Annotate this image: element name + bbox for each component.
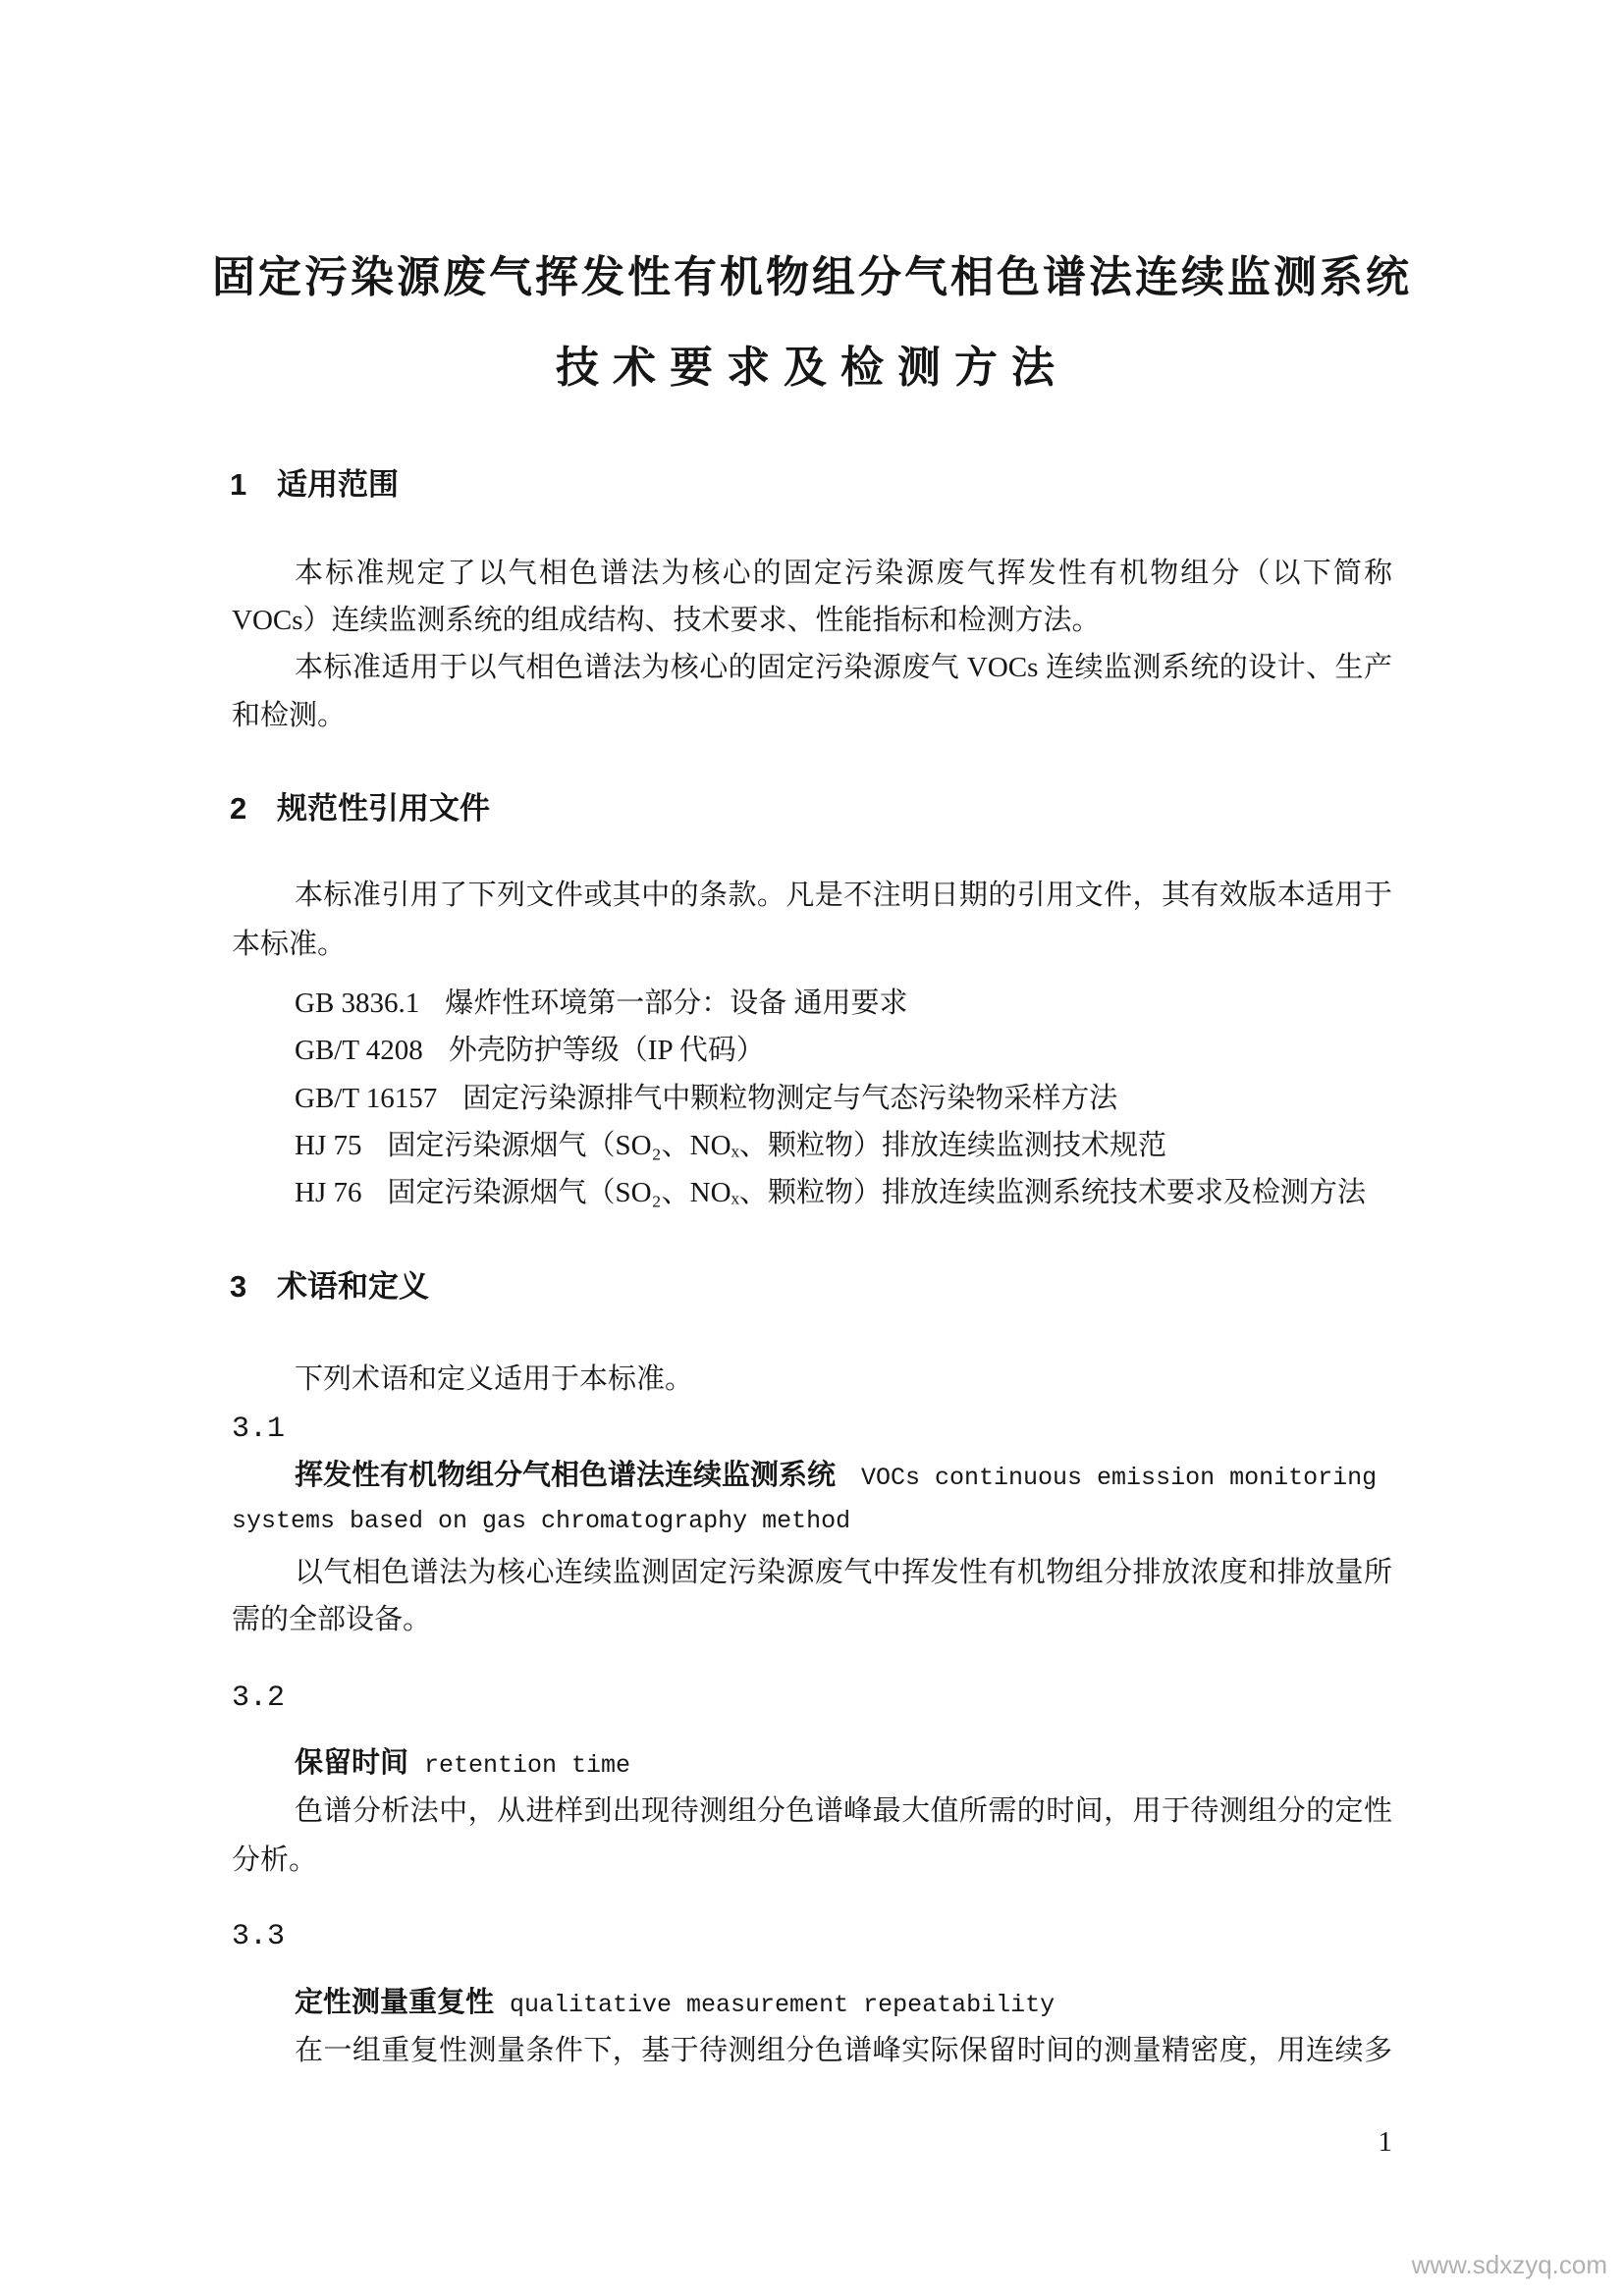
section2-number: 2 bbox=[230, 791, 247, 826]
section3-number: 3 bbox=[230, 1269, 247, 1304]
section1-title: 适用范围 bbox=[277, 467, 399, 502]
section1-paragraph2-line2: 和检测。 bbox=[232, 700, 347, 731]
term-en: retention time bbox=[424, 1751, 631, 1780]
reference-code: GB/T 16157 bbox=[295, 1083, 438, 1114]
section1-paragraph1-line1: 本标准规定了以气相色谱法为核心的固定污染源废气挥发性有机物组分（以下简称 bbox=[295, 558, 1392, 589]
term-en: qualitative measurement repeatability bbox=[510, 1991, 1056, 2019]
section1-heading bbox=[230, 464, 399, 506]
section2-title: 规范性引用文件 bbox=[277, 791, 490, 826]
section1-paragraph2-line1: 本标准适用于以气相色谱法为核心的固定污染源废气 VOCs 连续监测系统的设计、生产 bbox=[295, 652, 1392, 683]
term-en-continued: systems based on gas chromatography method bbox=[232, 1507, 851, 1535]
term-definition-line2: 分析。 bbox=[232, 1844, 318, 1876]
term-definition-heading bbox=[295, 1457, 1377, 1495]
reference-code: HJ 76 bbox=[295, 1177, 362, 1208]
term-number: 3.3 bbox=[232, 1920, 286, 1953]
section1-number: 1 bbox=[230, 467, 247, 502]
reference-title: 固定污染源排气中颗粒物测定与气态污染物采样方法 bbox=[462, 1083, 1118, 1114]
reference-item bbox=[295, 1127, 1166, 1165]
reference-item bbox=[295, 1174, 1366, 1212]
reference-title: 固定污染源烟气（SO₂、NOₓ、颗粒物）排放连续监测系统技术要求及检测方法 bbox=[387, 1177, 1366, 1208]
reference-title: 外壳防护等级（IP 代码） bbox=[448, 1035, 765, 1066]
reference-title: 爆炸性环境第一部分：设备 通用要求 bbox=[445, 988, 908, 1019]
reference-code: GB/T 4208 bbox=[295, 1035, 423, 1066]
term-number: 3.2 bbox=[232, 1682, 286, 1715]
term-zh: 挥发性有机物组分气相色谱法连续监测系统 bbox=[295, 1460, 837, 1491]
term-definition-line2: 需的全部设备。 bbox=[232, 1604, 432, 1635]
reference-item bbox=[295, 1080, 1117, 1118]
reference-title: 固定污染源烟气（SO₂、NOₓ、颗粒物）排放连续监测技术规范 bbox=[387, 1130, 1166, 1161]
term-definition-line1: 以气相色谱法为核心连续监测固定污染源废气中挥发性有机物组分排放浓度和排放量所 bbox=[295, 1557, 1392, 1588]
section3-title: 术语和定义 bbox=[277, 1269, 429, 1304]
section1-paragraph1-line2: VOCs）连续监测系统的组成结构、技术要求、性能指标和检测方法。 bbox=[232, 605, 1101, 636]
section3-heading bbox=[230, 1266, 429, 1308]
term-definition-heading bbox=[295, 1984, 1055, 2022]
watermark: www.sdxzyq.com bbox=[1411, 2250, 1607, 2279]
section2-heading bbox=[230, 788, 490, 829]
term-zh: 定性测量重复性 bbox=[295, 1987, 495, 2018]
document-title-line1: 固定污染源废气挥发性有机物组分气相色谱法连续监测系统 bbox=[212, 253, 1412, 301]
term-en: VOCs continuous emission monitoring bbox=[861, 1464, 1378, 1492]
term-number: 3.1 bbox=[232, 1413, 286, 1446]
page-number: 1 bbox=[1378, 2126, 1392, 2158]
term-zh: 保留时间 bbox=[295, 1747, 409, 1779]
term-definition-heading bbox=[295, 1744, 630, 1783]
term-definition-line1: 色谱分析法中，从进样到出现待测组分色谱峰最大值所需的时间，用于待测组分的定性 bbox=[295, 1795, 1392, 1827]
term-definition-line1: 在一组重复性测量条件下，基于待测组分色谱峰实际保留时间的测量精密度，用连续多 bbox=[295, 2035, 1392, 2066]
reference-code: GB 3836.1 bbox=[295, 988, 420, 1019]
document-title-line2: 技术要求及检测方法 bbox=[556, 344, 1068, 392]
section3-intro: 下列术语和定义适用于本标准。 bbox=[295, 1363, 694, 1395]
section2-paragraph1-line2: 本标准。 bbox=[232, 929, 347, 960]
reference-item bbox=[295, 985, 908, 1023]
section2-paragraph1-line1: 本标准引用了下列文件或其中的条款。凡是不注明日期的引用文件，其有效版本适用于 bbox=[295, 880, 1392, 911]
reference-item bbox=[295, 1032, 765, 1070]
reference-code: HJ 75 bbox=[295, 1130, 362, 1161]
